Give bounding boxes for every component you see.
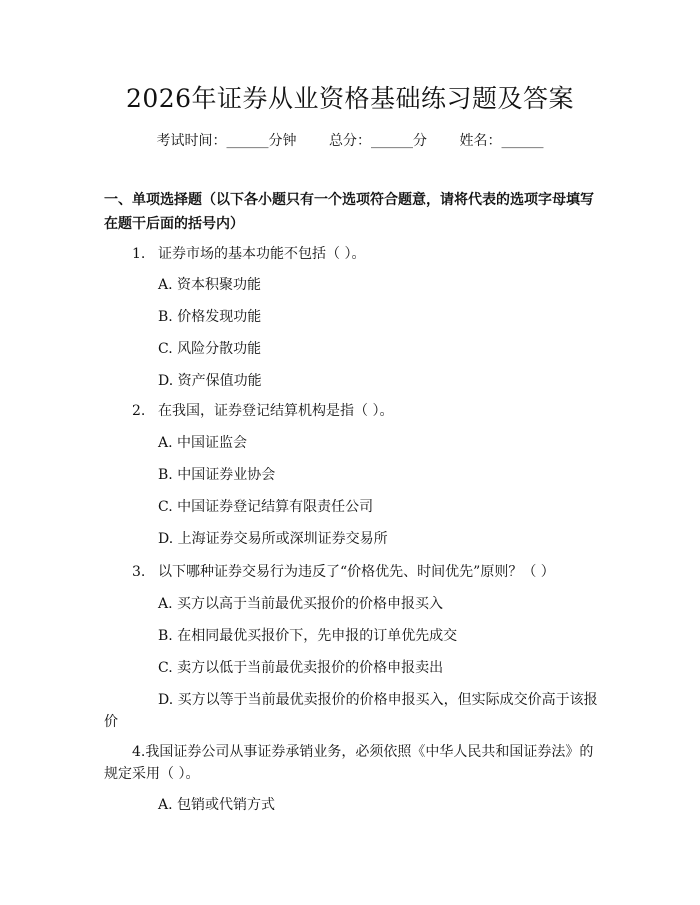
q3-option-a: A. 买方以高于当前最优买报价的价格申报买入 [158,596,444,612]
q3-option-c: C. 卖方以低于当前最优卖报价的价格申报卖出 [158,660,444,676]
total-score-field: 总分：______分 [329,133,427,149]
exam-time-field: 考试时间：______分钟 [156,133,297,149]
question-4-stem-line-2: 规定采用（ ）。 [104,766,200,782]
name-field: 姓名：______ [459,133,544,149]
question-number: 2. [132,403,146,419]
section-heading [104,188,604,236]
question-stem: 在我国，证券登记结算机构是指（ ）。 [158,403,394,419]
section-heading-line-2: 在题干后面的括号内） [104,216,244,232]
q1-option-a: A. 资本积聚功能 [158,277,262,293]
question-3 [132,561,555,583]
question-number: 3. [132,564,146,580]
q2-option-a: A. 中国证监会 [158,435,248,451]
question-2 [132,400,393,422]
question-1 [132,243,365,265]
q1-option-b: B. 价格发现功能 [158,309,262,325]
document-title: 2026年证券从业资格基础练习题及答案 [125,84,575,113]
q3-option-d-continuation: 价 [104,714,118,730]
question-number: 4. [132,744,146,760]
question-4 [132,741,604,763]
question-stem: 以下哪种证券交易行为违反了“价格优先、时间优先”原则？（ ） [158,564,555,580]
q2-option-d: D. 上海证券交易所或深圳证券交易所 [158,531,388,547]
section-heading-line-1: 一、单项选择题（以下各小题只有一个选项符合题意，请将代表的选项字母填写 [104,192,594,208]
question-stem-line-1: 我国证券公司从事证券承销业务，必须依照《中华人民共和国证券法》的 [145,744,594,760]
q1-option-c: C. 风险分散功能 [158,341,262,357]
q2-option-c: C. 中国证券登记结算有限责任公司 [158,499,374,515]
q4-option-a: A. 包销或代销方式 [158,797,276,813]
q3-option-b: B. 在相同最优买报价下，先申报的订单优先成交 [158,628,458,644]
q2-option-b: B. 中国证券业协会 [158,467,276,483]
q1-option-d: D. 资产保值功能 [158,373,262,389]
question-stem: 证券市场的基本功能不包括（ ）。 [158,246,366,262]
question-number: 1. [132,246,146,262]
q3-option-d: D. 买方以等于当前最优卖报价的价格申报买入，但实际成交价高于该报 [158,692,598,708]
exam-meta [0,130,700,152]
